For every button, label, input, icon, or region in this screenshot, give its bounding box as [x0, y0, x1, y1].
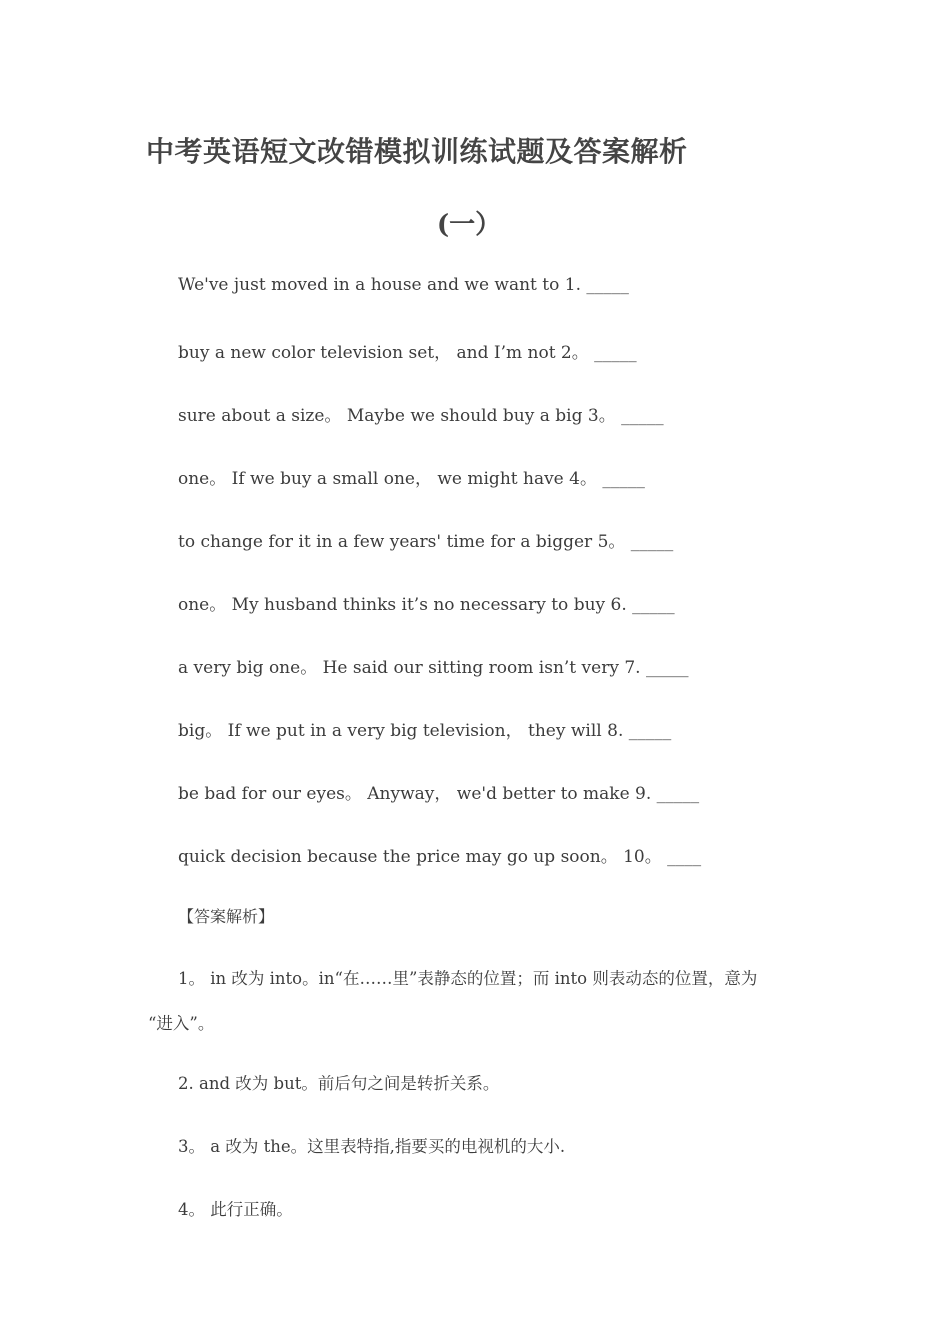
explanation-2: 2. and 改为 but。前后句之间是转折关系。 — [178, 1074, 500, 1093]
answer-heading: 【答案解析】 — [178, 907, 275, 926]
passage-line-6: one。 My husband thinks it’s no necessary to buy 6. _____ — [178, 595, 675, 615]
explanation-1-continued: “进入”。 — [148, 1014, 215, 1033]
explanation-1: 1。 in 改为 into。in“在……里”表静态的位置；而 into 则表动态的位置，意为 — [178, 969, 758, 988]
section-heading: (一） — [436, 210, 502, 240]
passage-line-2: buy a new color television set， and I’m not 2。 _____ — [178, 343, 637, 363]
page-title: 中考英语短文改错模拟训练试题及答案解析 — [146, 135, 688, 168]
passage-line-5: to change for it in a few years' time for a bigger 5。 _____ — [178, 532, 674, 552]
passage-line-10: quick decision because the price may go up soon。 10。 ____ — [178, 847, 702, 867]
passage-line-9: be bad for our eyes。 Anyway， we'd better to make 9. _____ — [178, 784, 700, 804]
explanation-4: 4。 此行正确。 — [178, 1200, 293, 1219]
passage-line-4: one。 If we buy a small one， we might have 4。 _____ — [178, 469, 645, 489]
passage-line-8: big。 If we put in a very big television， they will 8. _____ — [178, 721, 672, 741]
passage-line-7: a very big one。 He said our sitting room isn’t very 7. _____ — [178, 658, 689, 678]
passage-line-3: sure about a size。 Maybe we should buy a big 3。 _____ — [178, 406, 664, 426]
passage-line-1: We've just moved in a house and we want to 1. _____ — [178, 275, 629, 295]
explanation-3: 3。 a 改为 the。这里表特指,指要买的电视机的大小. — [178, 1137, 566, 1156]
